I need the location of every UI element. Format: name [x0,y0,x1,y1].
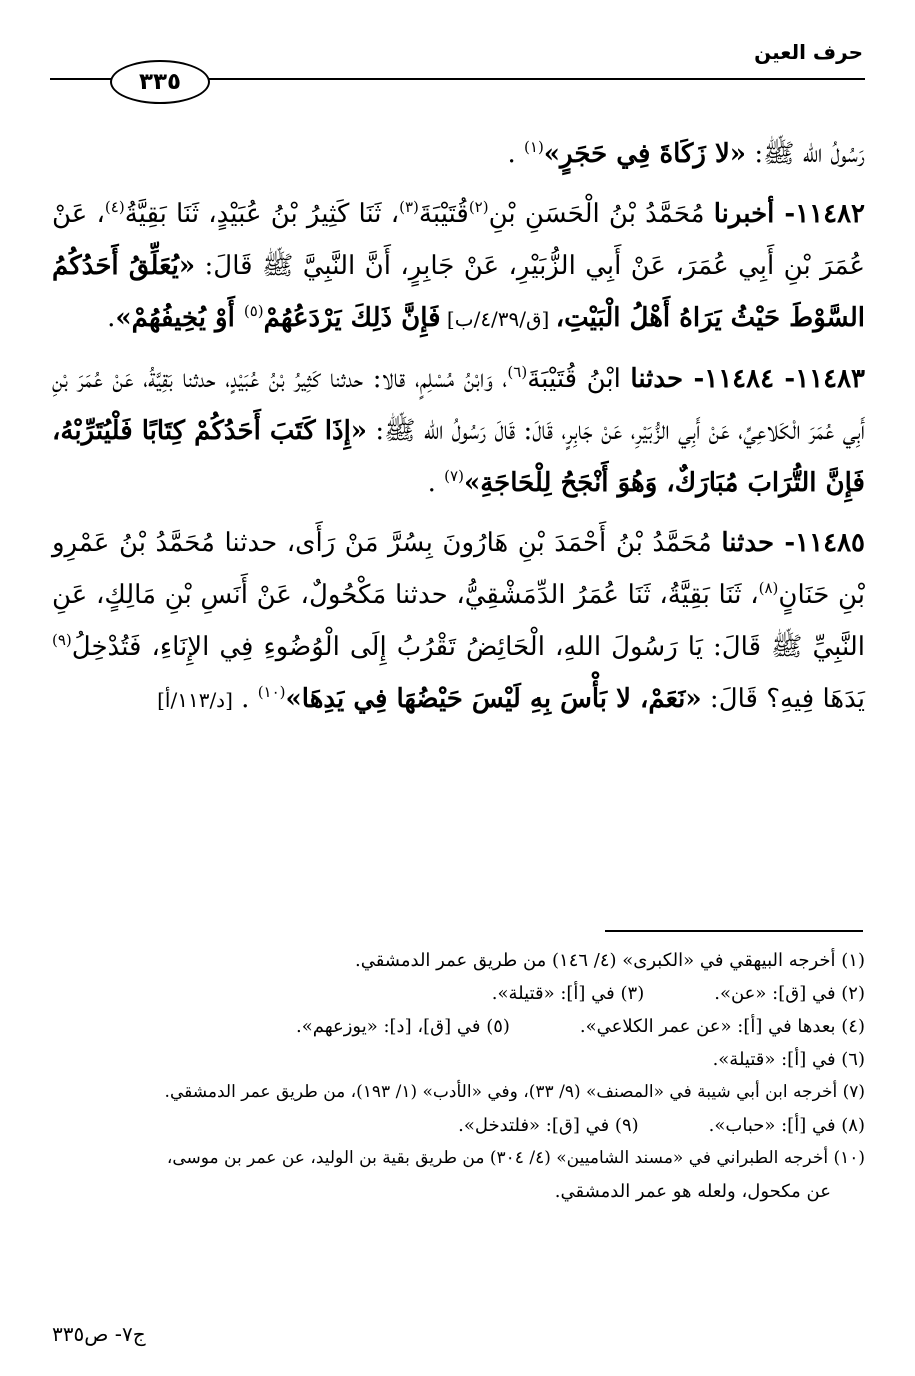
hadith-number: ١١٤٨٣- ١١٤٨٤- [683,364,866,394]
footnote-4: (٤) بعدها في [أ]: «عن عمر الكلاعي». [579,1016,865,1037]
footnote-separator [605,930,863,932]
text: ، عَنْ عُمَرَ بْنِ أَبِي عُمَرَ، عَنْ أَبِي الزُّبَيْرِ، عَنْ جَابِرٍ، أَنَّ النَّبِيَّ ﷺ قَالَ: [52,199,865,281]
footnote-10-continuation: عن مكحول، ولعله هو عمر الدمشقي. [554,1181,831,1202]
footnote-9: (٩) في [ق]: «فلتدخل». [458,1115,639,1136]
footnote-ref: (٤) [104,198,125,216]
footnote-row [52,1010,865,1043]
footnote-10: (١٠) أخرجه الطبراني في «مسند الشاميين» (٤/ ٣٠٤) من طريق بقية بن الوليد، عن عمر بن موسى، [166,1148,865,1168]
manuscript-ref: [د/١١٣/أ] [157,688,233,712]
text: يَدَهَا فِيهِ؟ قَالَ: [701,684,865,714]
footnote-ref: (٨) [758,579,779,597]
hadith-text: فَإِنَّ ذَلِكَ يَرْدَعُهُمْ [263,303,441,333]
hadith-text: «نَعَمْ، لا بَأْسَ بِهِ لَيْسَ حَيْضُهَا فِي يَدِهَا» [285,684,702,714]
text: ، وَابْنُ مُسْلِمٍ، قالا: حدثنا كَثِيرُ بْنُ عُبَيْدٍ، حدثنا بَقِيَّةُ، عَنْ عُمَرَ بْنِ أَبِي عُمَرَ الْكَلاعِيِّ، عَنْ أَبِي الزُّبَيْرِ، عَنْ جَابِرٍ، قَالَ: قَالَ رَسُولُ الله ﷺ: [52,364,865,446]
main-text [52,128,865,726]
hadith-text: «لا زَكَاةَ فِي حَجَرٍ» [543,139,747,169]
text: رَسُولُ الله ﷺ: [746,139,865,169]
text: ، ثَنَا بَقِيَّةُ، ثَنَا عُمَرُ الدِّمَشْقِيُّ، حدثنا مَكْحُولٌ، عَنْ أَنَسِ بْنِ مَالِكٍ، عَنِ النَّبِيِّ ﷺ قَالَ: يَا رَسُولَ اللهِ، الْحَائِضُ تَقْرُبُ إِلَى الْوُضُوءِ فِي الإِنَاءِ، فَتُدْخِلُ [52,580,865,662]
hadith-11483 [52,353,865,509]
hadith-number: ١١٤٨٥- [774,528,865,558]
footnote-7: (٧) أخرجه ابن أبي شيبة في «المصنف» (٩/ ٣٣)، وفي «الأدب» (١/ ١٩٣)، من طريق عمر الدمشقي. [164,1082,865,1102]
footnote-ref: (٣) [399,198,419,216]
footnote-ref: (٦) [507,363,528,381]
text: . [507,139,525,169]
hadith-11485 [52,517,865,726]
footnote-1: (١) أخرجه البيهقي في «الكبرى» (٤/ ١٤٦) من طريق عمر الدمشقي. [354,950,865,971]
footnote-2: (٢) في [ق]: «عن». [714,983,865,1004]
text: مُحَمَّدُ بْنُ أَحْمَدَ بْنِ هَارُونَ بِسُرَّ مَنْ رَأَى، حدثنا مُحَمَّدُ بْنُ عَمْرِو بْنِ حَنَانٍ [52,528,865,610]
footnote-row [52,977,865,1010]
text: ، ثَنَا كَثِيرُ بْنُ عُبَيْدٍ، ثَنَا بَقِيَّةُ [124,199,400,229]
text: . [232,684,258,714]
paragraph-continuation [52,128,865,180]
text: مُحَمَّدُ بْنُ الْحَسَنِ بْنِ [488,199,714,229]
volume-page-signature: ج٧- ص٣٣٥ [52,1322,146,1346]
footnote-ref: (٧) [444,467,464,485]
hadith-number: ١١٤٨٢- [774,199,866,229]
hadith-text: «يُعَلِّقُ أَحَدُكُمُ السَّوْطَ حَيْثُ يَرَاهُ أَهْلُ الْبَيْتِ، [52,251,865,333]
footnote-ref: (٩) [52,631,72,649]
narration-keyword: أخبرنا [713,199,775,229]
text: . [107,303,116,333]
chapter-title: حرف العين [754,40,863,64]
manuscript-ref: [ق/٤/٣٩/ب] [440,307,556,331]
footnote-row [52,1109,865,1142]
footnote-ref: (٥) [243,302,264,320]
page-header [0,0,915,110]
footnotes [52,944,865,1208]
footnote-3: (٣) في [أ]: «قتيلة». [491,983,645,1004]
footnote-5: (٥) في [ق]، [د]: «يوزعهم». [295,1016,510,1037]
footnote-ref: (٢) [468,198,489,216]
hadith-11482 [52,188,865,345]
footnote-6: (٦) في [أ]: «قتيلة». [712,1049,865,1070]
footnote-ref: (١٠) [257,683,286,701]
hadith-text: أَوْ يُخِيفُهُمْ» [115,303,244,333]
text: ابْنُ قُتَيْبَةَ [527,364,631,394]
footnote-ref: (١) [524,138,544,156]
hadith-text: «إِذَا كَتَبَ أَحَدُكُمْ كِتَابًا فَلْيُتَرِّبْهُ، فَإِنَّ التُّرَابَ مُبَارَكٌ، وَهُوَ أَنْجَحُ لِلْحَاجَةِ» [52,416,865,498]
text: . [427,468,445,498]
narration-keyword: حدثنا [630,364,684,394]
narration-keyword: حدثنا [721,528,775,558]
footnote-8: (٨) في [أ]: «حباب». [708,1115,865,1136]
page-number-badge: ٣٣٥ [110,60,210,104]
text: قُتَيْبَةَ [418,199,469,229]
